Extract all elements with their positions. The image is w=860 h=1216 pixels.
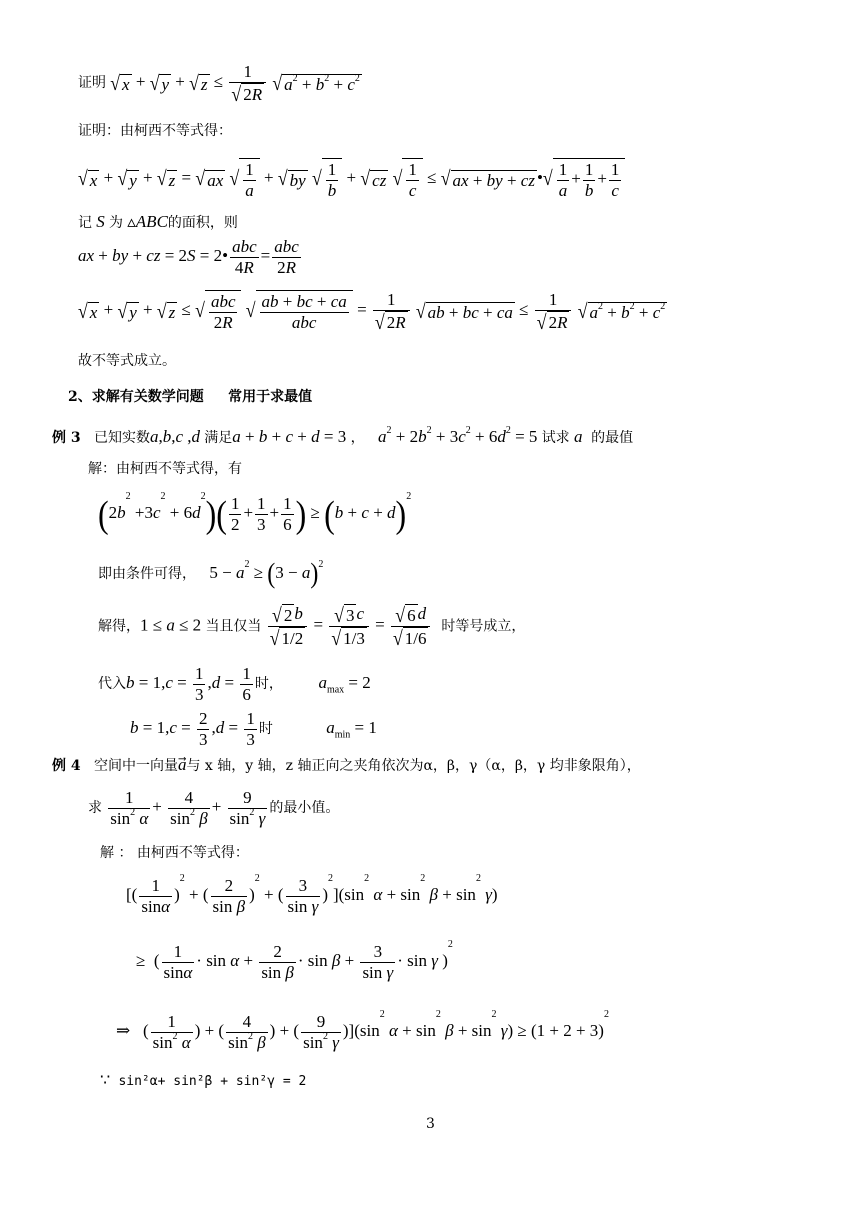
example-4-line3: ⇒ ( $\frac{1}{\sin^2 \alpha}$ ) + ( $\frac{4}{\sin^2 \beta}$ ) + ( $\frac{9}{\sin^2 \gamma}$ )]($\sin^2$ $\alpha + \sin^2 \beta + \sin^2 \gamma) \ge (1 + 2 + 3)^2$ (116, 1009, 609, 1052)
proof-line1: √ x + √ y + √ z = √ ax √ $\frac{1}{a}$ + √ by √ $\frac{1}{b}$ + √ cz √ $\frac{1}{c}$ ≤ √ ax + by + cz •√ $\frac{1}{a}$ + $\frac{1}{b}$ + $\frac{1}{c}$ (78, 158, 625, 200)
example-4-find: 求 $\frac{1}{\sin^2 \alpha}$ + $\frac{4}{\sin^2 \beta}$ + $\frac{9}{\sin^2 \gamma}$ 的最小值。 (88, 788, 340, 828)
example-3-max: 代入b = 1,c = $\frac{1}{3}$ ,d = $\frac{1}{6}$ 时， $a_{max} = 2$ (98, 664, 371, 704)
page-number: 3 (426, 1116, 435, 1132)
example-4-solution-intro: 解 ： 由柯西不等式得： (100, 845, 249, 861)
example-3-solve: 解得，1 ≤ a ≤ 2 当且仅当 $\frac{√ 2 b}{√ 1/2}$ = $\frac{√ 3 c}{√ 1/3}$ = $\frac{√ 6 d}{√ 1/6}$ 时等号成立， (98, 603, 526, 650)
section-2-title: 2、求解有关数学问题 常用于求最值 (68, 389, 313, 405)
area-line: 记 S 为 ▵ABC的面积，则 (78, 212, 238, 231)
example-3-statement: 例 3 已知实数a,b,c ,d 满足a + b + c + d = 3 ， $a^2 + 2b^2 + 3c^2 + 6d^2 = 5$ 试求 a 的最值 (52, 425, 634, 446)
conclusion: 故不等式成立。 (78, 353, 176, 369)
example-4-line2: ≥ ( $\frac{1}{\sin\alpha}$ · sin α + $\frac{2}{\text{sin β}}$ · sin β + $\frac{3}{\text{sin γ}}$ · sin γ )$^2$ (136, 939, 453, 982)
example-3-min: b = 1,c = $\frac{2}{3}$ ,d = $\frac{1}{3}$ 时 $a_{min} = 1$ (130, 709, 377, 749)
area-eq: ax + by + cz = 2S = 2• $\frac{\text{abc}}{4R}$ = $\frac{\text{abc}}{2R}$ (78, 237, 299, 277)
example-3-condition: 即由条件可得， $5 - a^2 \ge (3 - a)^2$ (98, 558, 324, 590)
example-3-solution-intro: 解：由柯西不等式得，有 (88, 461, 242, 477)
prove-statement: 证明 √ x + √ y + √ z ≤ $\frac{1}{√ 2R}$ √ $a^2 + b^2 + c^2$ (78, 62, 360, 105)
example-4-statement: 例 4 空间中一向量a与 x 轴，y 轴，z 轴正向之夹角依次为α，β，γ（α，β，γ 均非象限角）， (52, 755, 641, 774)
prove-label: 证明 (78, 75, 106, 92)
example-3-ineq: $(2b^2 +3c^2 + 6d^2)$( $\frac{1}{2}$ + $\frac{1}{3}$ + $\frac{1}{6}$ ) ≥ $(b + c + d)^2$ (98, 491, 412, 536)
example-4-line1: [( $\frac{1}{\sin\alpha}$ )$^2$ + ( $\frac{2}{\text{sin β}}$ )$^2$ + ( $\frac{3}{\text{sin γ}}$ )$^2](\sin^2$ $\alpha + \sin^2 \beta + \sin^2 \gamma$) (126, 873, 498, 916)
example-4-because: ∵ sin²α+ sin²β + sin²γ = 2 (100, 1070, 307, 1089)
proof-line2: √ x + √ y + √ z ≤ √ $\frac{\text{abc}}{2R}$ √ $\frac{ab + bc + ca}{\text{abc}}$ = $\frac{1}{√ 2R}$ √ ab + bc + ca ≤ $\frac{1}{√ 2R}$ √ $a^2 + b^2 + c^2$ (78, 290, 666, 333)
proof-label: 证明：由柯西不等式得： (78, 123, 232, 139)
